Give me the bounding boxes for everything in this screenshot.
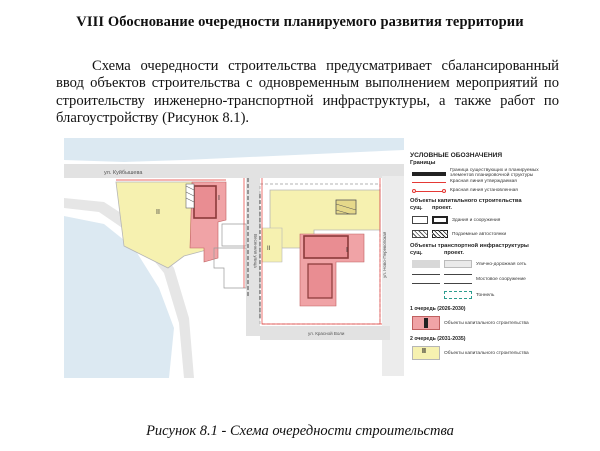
building-left (194, 186, 216, 218)
legend-red-line-established-sample (412, 191, 446, 192)
legend-title: УСЛОВНЫЕ ОБОЗНАЧЕНИЯ (410, 152, 503, 159)
legend-red-line-end-right (442, 189, 446, 193)
section-heading: VIII Обоснование очередности планируемого развития территории (76, 14, 524, 30)
legend-parking-existing-sample (412, 230, 428, 238)
legend-transport-title: Объекты транспортной инфраструктуры (410, 243, 529, 249)
legend-transport-col-planned: проект. (444, 250, 464, 256)
street-label-bottom: ул. Красной Воли (308, 331, 345, 336)
river (64, 138, 404, 162)
legend-red-line-approved-sample (412, 182, 446, 183)
block-stage-two-small (262, 228, 282, 262)
label-roman-two-small: II (267, 246, 271, 252)
legend-red-line-end-left (412, 189, 416, 193)
legend-border-text: Граница существующих и планируемых элементов планировочной структуры (450, 168, 539, 179)
legend-street-planned-sample (444, 260, 472, 268)
body-paragraph-text: Схема очередности строительства предусматривает сбалансированный ввод объектов строительства с одновременным выполнением мероприятий по строительству инженерно-транспортной инфраструктуры, а также работ по благоустройству (Рисунок 8.1). (56, 58, 559, 127)
building-right (304, 236, 348, 258)
legend-stage-two: 2 очередь (2031-2035) (410, 336, 466, 342)
label-roman-one-left: I (218, 195, 220, 202)
label-roman-one-right: I (346, 247, 348, 254)
map-legend (410, 146, 560, 406)
legend-stage-two-mark: II (422, 348, 426, 355)
legend-tunnel-text: Тоннель (476, 293, 495, 298)
existing-buildings (186, 184, 194, 208)
legend-border-sample (412, 172, 446, 176)
legend-parking-text: Подземные автостоянки (452, 232, 507, 237)
street-label-mid: Весенняя улица (253, 234, 258, 268)
legend-stage-two-text: Объекты капитального строительства (444, 351, 529, 356)
label-roman-two-left: II (156, 209, 160, 216)
legend-street-text: Улично-дорожная сеть (476, 262, 527, 267)
legend-col-existing: сущ. (410, 205, 423, 211)
figure-caption: Рисунок 8.1 - Схема очередности строительства (146, 423, 454, 439)
legend-bridge-existing-sample (412, 274, 440, 284)
map-svg (64, 138, 404, 378)
legend-col-planned: проект. (432, 205, 452, 211)
legend-building-planned-sample (432, 216, 448, 224)
street-label-right: ул. Ново-Перекопская (382, 231, 387, 278)
legend-borders-title: Границы (410, 160, 436, 166)
legend-bridge-text: Мостовое сооружение (476, 277, 526, 282)
legend-stage-one-text: Объекты капитального строительства (444, 321, 529, 326)
legend-stage-one-mark (424, 318, 428, 328)
street-label-top: ул. Куйбышева (104, 170, 143, 176)
legend-tunnel-sample (444, 291, 472, 299)
legend-parking-planned-sample (432, 230, 448, 238)
legend-street-existing-sample (412, 260, 440, 268)
legend-transport-col-existing: сущ. (410, 250, 423, 256)
legend-stage-two-sample (412, 346, 440, 360)
legend-bridge-planned-sample (444, 274, 472, 284)
body-paragraph (56, 58, 559, 128)
legend-buildings-text: Здания и сооружения (452, 218, 501, 223)
legend-red-line-established-text: Красная линия установленная (450, 188, 518, 193)
legend-cap-objects-title: Объекты капитального строительства (410, 198, 522, 204)
building-right-lower (308, 264, 332, 298)
construction-stage-map (64, 138, 404, 378)
legend-building-existing-sample (412, 216, 428, 224)
legend-stage-one: 1 очередь (2026-2030) (410, 306, 466, 312)
legend-red-line-approved-text: Красная линия утверждаемая (450, 179, 517, 184)
